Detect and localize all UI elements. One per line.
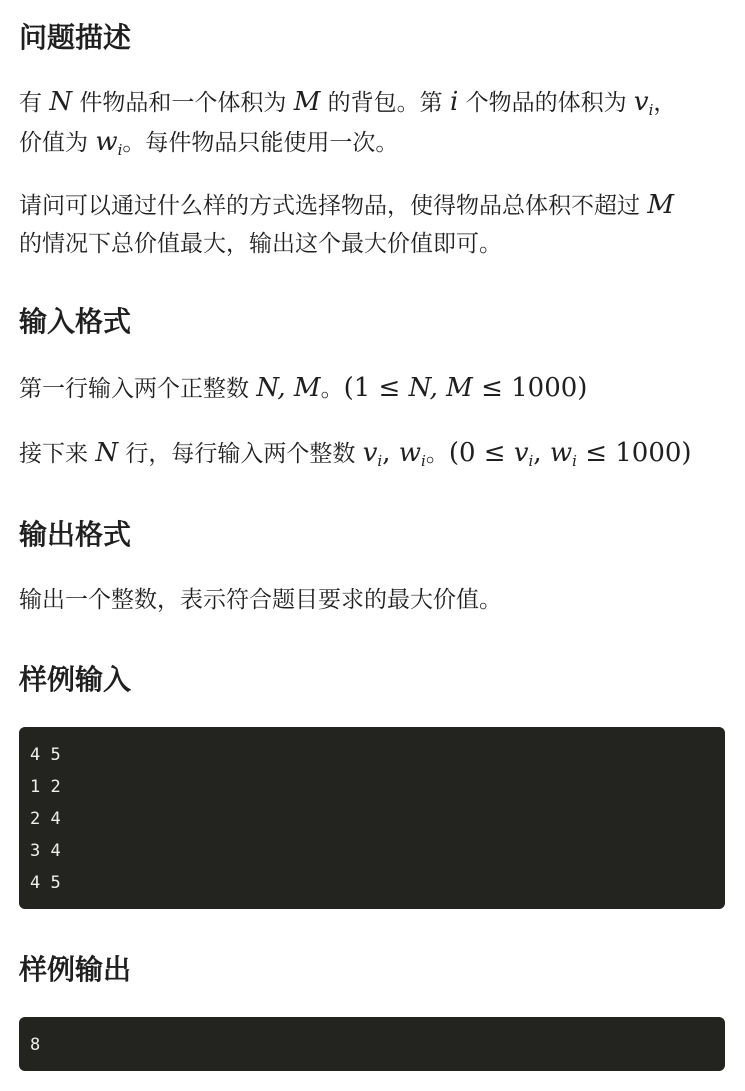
sample-input-line: 4 5 <box>30 873 61 893</box>
math-m: M <box>293 87 321 117</box>
math-v: v <box>633 87 649 117</box>
sample-input-block[interactable] <box>19 727 725 909</box>
input-format-line1: 第一行输入两个正整数 N, M。(1 ≤ N, M ≤ 1000) <box>19 373 588 403</box>
input-format-line2: 接下来 N 行，每行输入两个整数 $v_i$, $w_i$。($0 \le v_i$, $w_i \le 1000$) <box>19 438 692 470</box>
math-n: N <box>49 87 73 117</box>
sample-input-line: 1 2 <box>30 777 61 797</box>
heading-output-format: 输出格式 <box>19 518 132 551</box>
sample-input-line: 3 4 <box>30 841 61 861</box>
heading-sample-input: 样例输入 <box>19 663 132 696</box>
math-m: M <box>647 190 674 220</box>
sample-input-line: 2 4 <box>30 809 61 829</box>
heading-input-format: 输入格式 <box>19 305 132 338</box>
sample-input-line: 4 5 <box>30 745 61 765</box>
heading-sample-output: 样例输出 <box>19 953 132 986</box>
math-i: i <box>449 87 459 117</box>
description-p2-line2: 的情况下总价值最大，输出这个最大价值即可。 <box>19 231 502 257</box>
heading-description: 问题描述 <box>19 21 132 54</box>
output-format-line1: 输出一个整数，表示符合题目要求的最大价值。 <box>19 587 502 613</box>
description-p1-line1: 有 N 件物品和一个体积为 M 的背包。第 i 个物品的体积为 $v_i$， <box>19 87 677 119</box>
sample-output-line: 8 <box>30 1035 41 1055</box>
description-p2-line1: 请问可以通过什么样的方式选择物品，使得物品总体积不超过 M <box>19 190 674 220</box>
description-p1-line2: 价值为 $w_i$。每件物品只能使用一次。 <box>19 127 399 159</box>
math-w: w <box>95 127 118 157</box>
sample-output-block[interactable] <box>19 1017 725 1071</box>
